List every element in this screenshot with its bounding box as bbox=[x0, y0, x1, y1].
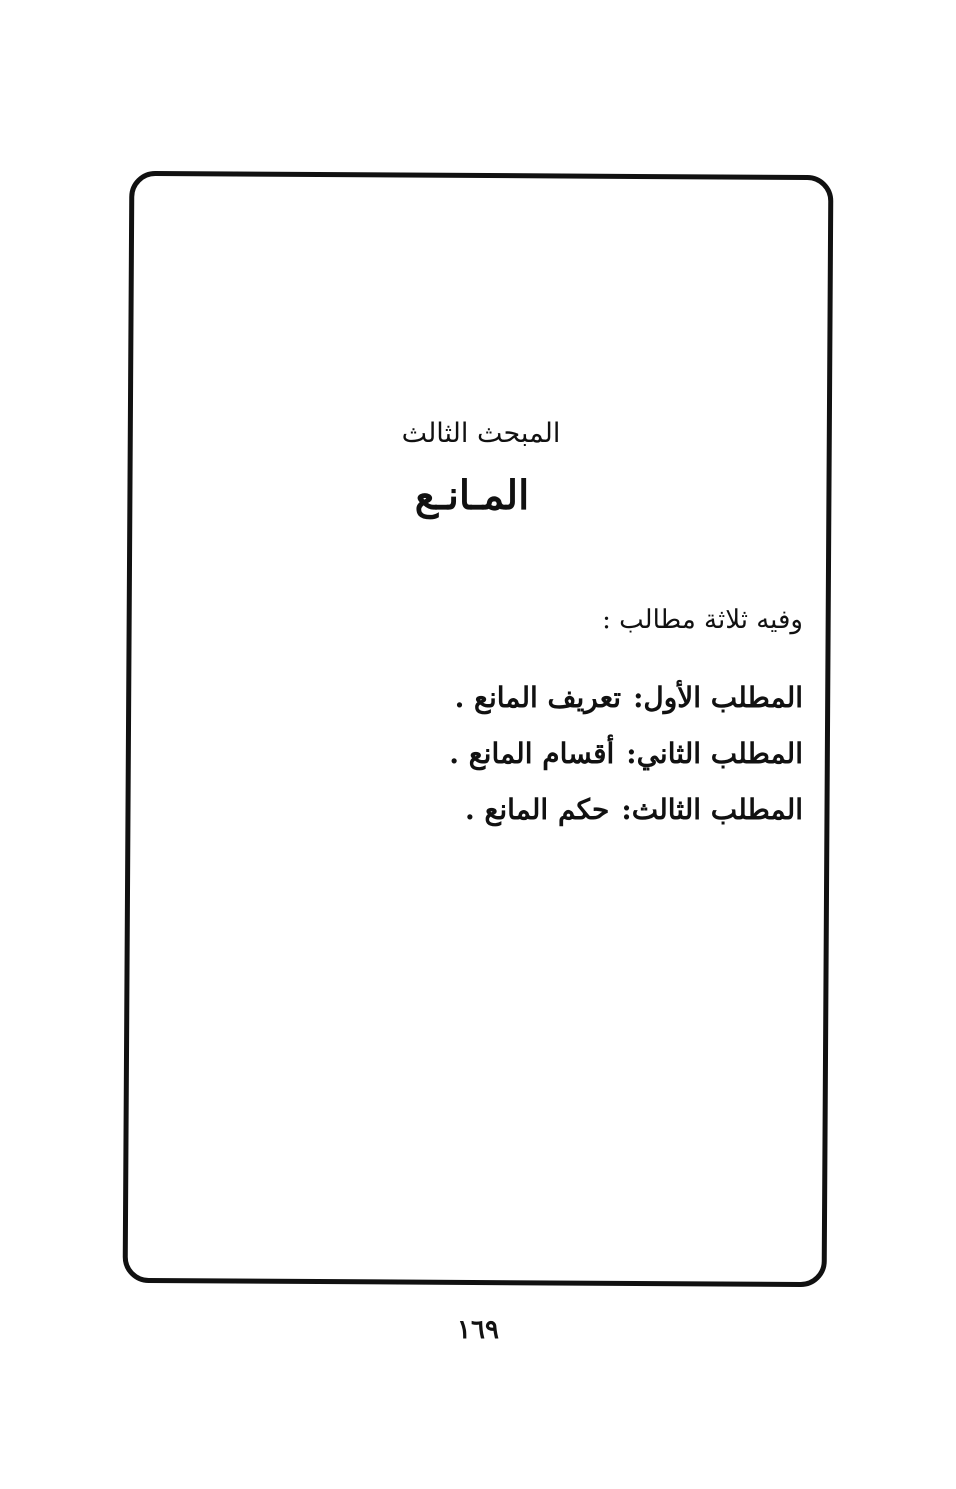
subsection-item bbox=[449, 782, 803, 838]
subsection-item bbox=[449, 670, 803, 726]
page-number: ١٦٩ bbox=[457, 1315, 499, 1345]
subsection-separator: : bbox=[626, 737, 637, 770]
subsection-label: المطلب الأول bbox=[643, 681, 803, 714]
intro-text: وفيه ثلاثة مطالب : bbox=[602, 605, 803, 635]
subsection-text: حكم المانع . bbox=[464, 793, 610, 826]
subsection-label: المطلب الثالث bbox=[631, 793, 803, 826]
section-title: المـانـع bbox=[414, 472, 530, 519]
subsection-list bbox=[449, 670, 803, 838]
subsection-separator: : bbox=[621, 793, 632, 826]
subsection-item bbox=[449, 726, 803, 782]
section-label: المبحث الثالث bbox=[401, 418, 561, 449]
subsection-text: تعريف المانع . bbox=[454, 681, 622, 714]
subsection-separator: : bbox=[633, 681, 644, 714]
subsection-label: المطلب الثاني bbox=[636, 737, 803, 770]
subsection-text: أقسام المانع . bbox=[449, 737, 615, 770]
